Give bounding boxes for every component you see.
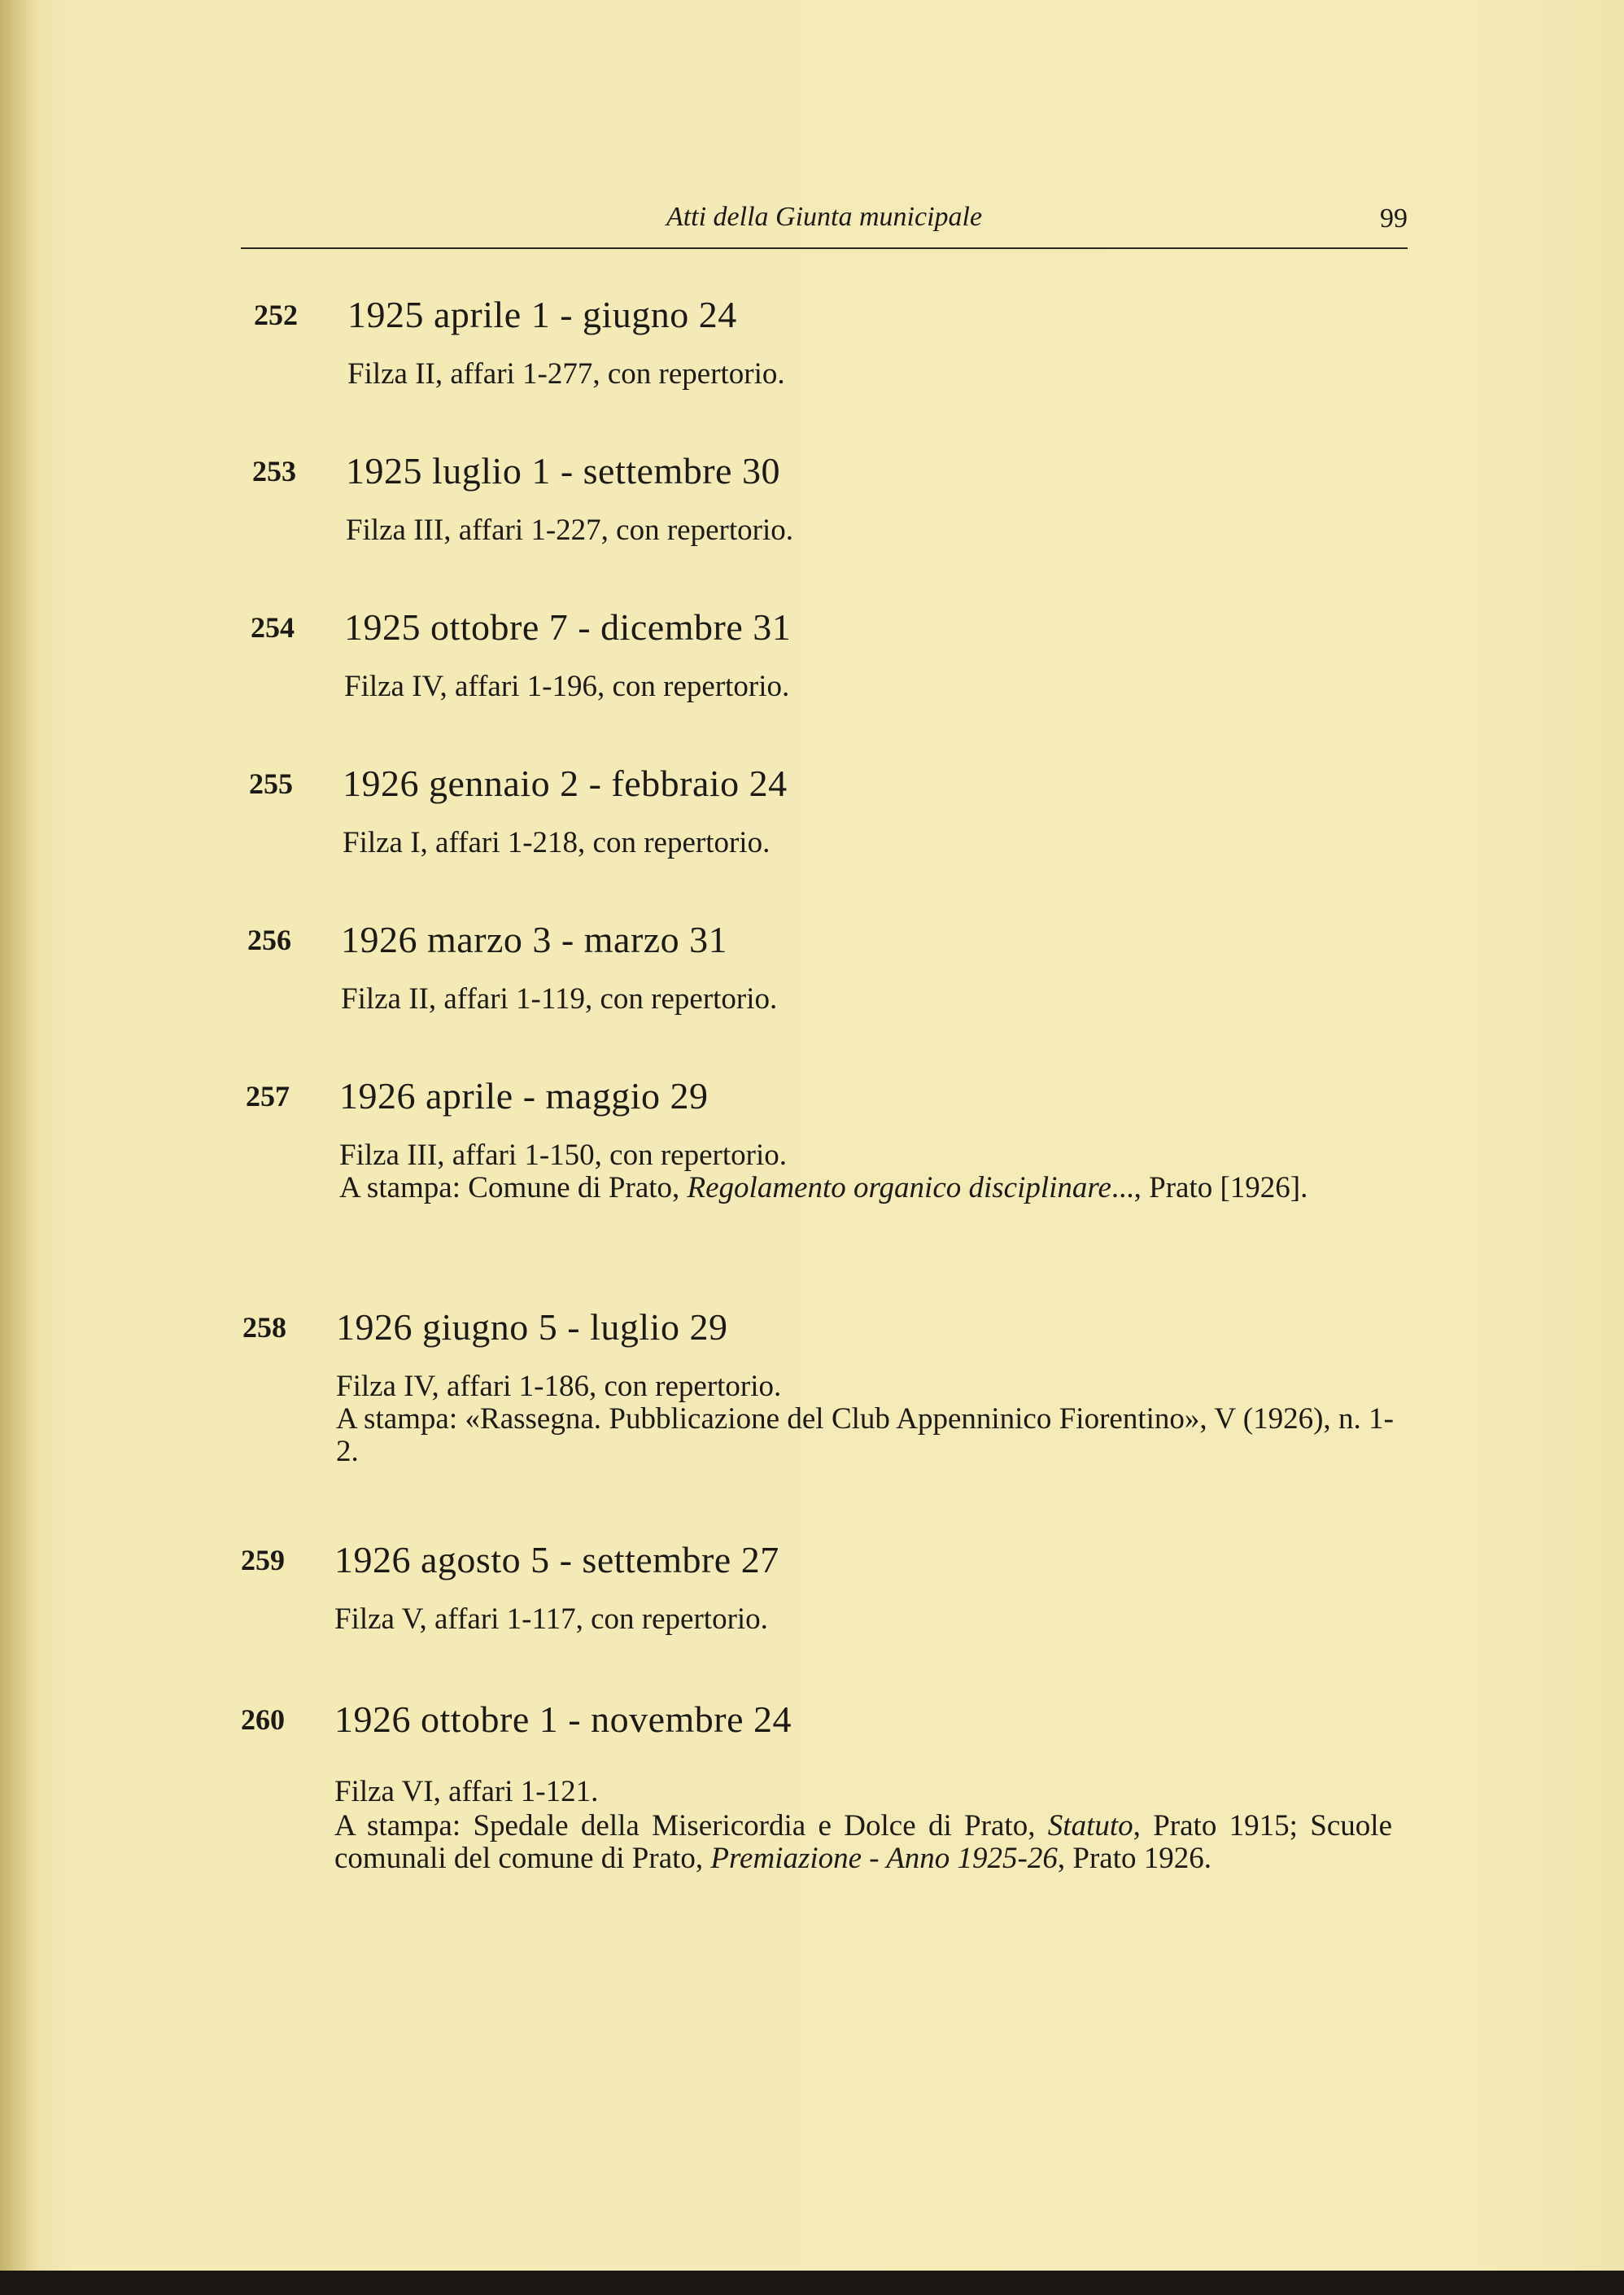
entry-date: 1926 ottobre 1 - novembre 24 (334, 1698, 792, 1740)
note-title: Premiazione - Anno 1925-26 (710, 1842, 1058, 1875)
entry-date: 1925 aprile 1 - giugno 24 (347, 294, 737, 335)
note-text: A stampa: Comune di Prato, (339, 1171, 688, 1204)
note-text: , Prato 1915; Scuole comunali del comune di Prato, (334, 1809, 1392, 1875)
entry-description: Filza III, affari 1-227, con repertorio. (346, 514, 793, 547)
entry-number: 260 (241, 1703, 285, 1736)
note-text: ..., Prato [1926]. (1111, 1171, 1308, 1204)
page-number: 99 (1380, 203, 1408, 234)
entry-date: 1926 agosto 5 - settembre 27 (334, 1539, 779, 1580)
entry-date: 1926 giugno 5 - luglio 29 (336, 1306, 728, 1348)
entry-date: 1925 ottobre 7 - dicembre 31 (344, 606, 792, 648)
entry-number: 258 (242, 1311, 286, 1344)
entry-number: 256 (247, 924, 291, 956)
entry-description: Filza I, affari 1-218, con repertorio. (343, 826, 771, 859)
running-header-title: Atti della Giunta municipale (666, 202, 983, 232)
entry-description: Filza VI, affari 1-121. (334, 1775, 599, 1808)
entry-description: Filza IV, affari 1-196, con repertorio. (344, 670, 790, 703)
entry-date: 1926 marzo 3 - marzo 31 (341, 919, 728, 960)
entry-description: Filza II, affari 1-277, con repertorio. (347, 357, 785, 391)
note-text: , Prato 1926. (1057, 1842, 1211, 1875)
entry-description: Filza II, affari 1-119, con repertorio. (341, 982, 778, 1016)
entry-print-note (339, 1172, 1397, 1204)
entry-number: 253 (252, 455, 296, 487)
entry-number: 259 (241, 1544, 285, 1576)
entry-number: 254 (251, 611, 295, 644)
entry-date: 1926 gennaio 2 - febbraio 24 (343, 763, 788, 804)
entry-description: Filza III, affari 1-150, con repertorio. (339, 1139, 787, 1172)
scan-bottom-edge (0, 2271, 1624, 2295)
entry-number: 252 (254, 299, 298, 331)
note-title: Statuto (1047, 1809, 1133, 1843)
entry-number: 257 (246, 1080, 290, 1113)
note-title: Regolamento organico disciplinare (687, 1171, 1111, 1204)
entry-date: 1925 luglio 1 - settembre 30 (346, 450, 780, 492)
note-text: A stampa: Spedale della Misericordia e Dolce di Prato, (334, 1809, 1048, 1843)
entry-print-note: A stampa: «Rassegna. Pubblicazione del Club Appenninico Fiorentino», V (1926), n. 1-2. (336, 1402, 1394, 1468)
entry-number: 255 (249, 767, 293, 800)
entry-description: Filza V, affari 1-117, con repertorio. (334, 1602, 768, 1636)
entry-print-note (334, 1810, 1392, 1875)
entry-description: Filza IV, affari 1-186, con repertorio. (336, 1370, 782, 1403)
entry-date: 1926 aprile - maggio 29 (339, 1075, 709, 1117)
